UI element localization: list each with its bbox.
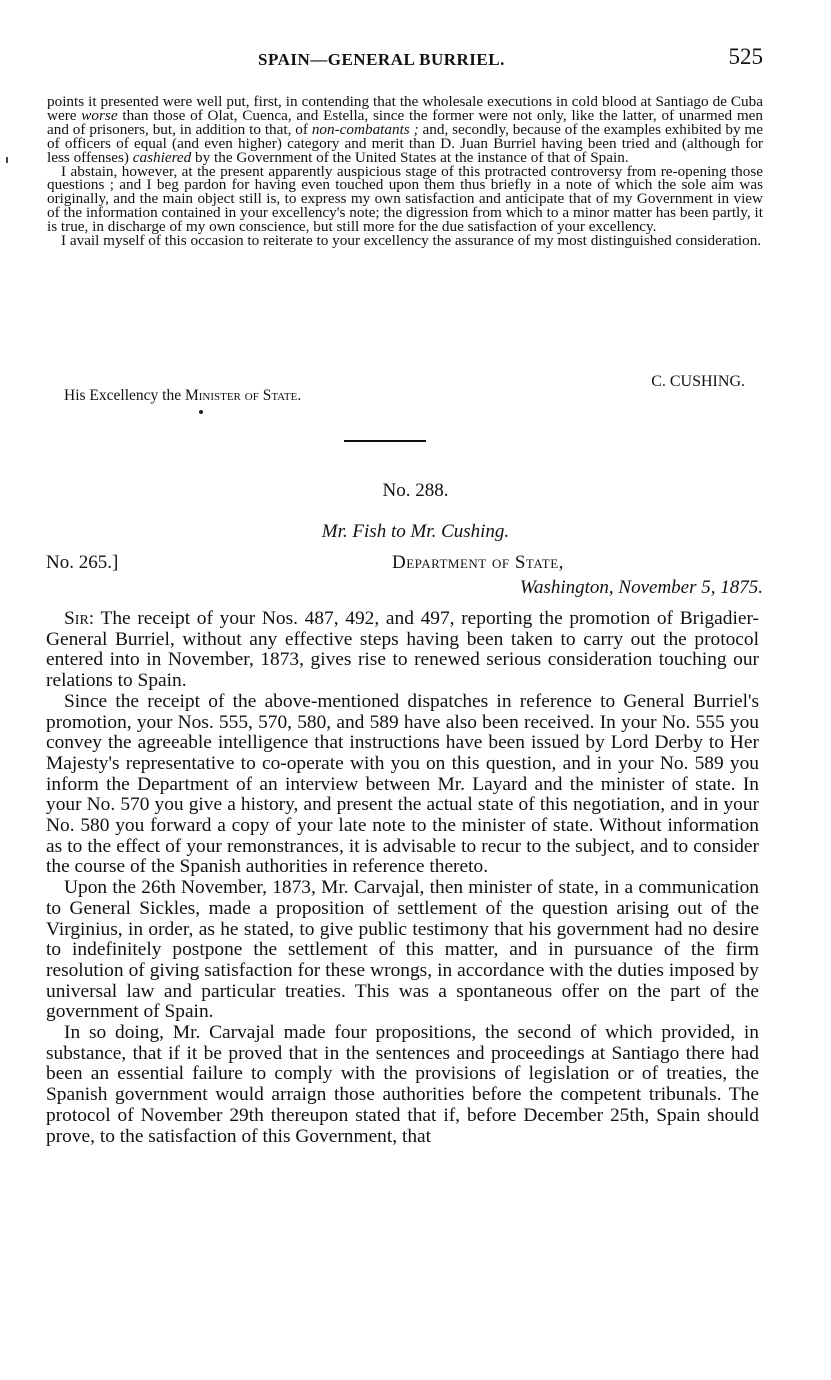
document-number: No. 288. [382, 480, 449, 501]
reference-number: No. 265.] [46, 552, 119, 573]
addressee-prefix: His Excellency the [64, 387, 185, 404]
paragraph-text: points it presented were well put, first, in contending that the wholesale executions in cold blood at Santiago de Cuba were [47, 93, 763, 124]
emphasis-text: worse [81, 106, 118, 124]
prior-letter-paragraph-1 [47, 95, 763, 165]
letter-body [46, 609, 759, 1147]
emphasis-text: cashiered [132, 148, 192, 166]
emphasis-text: non-combatants ; [311, 120, 419, 138]
addressee-title: Minister of State. [184, 387, 302, 404]
running-title: SPAIN—GENERAL BURRIEL. [258, 50, 505, 69]
paragraph-text: I avail myself of this occasion to reiterate to your excellency the assurance of my most distinguished consideration. [61, 232, 762, 250]
letter-paragraph-1-text: The receipt of your Nos. 487, 492, and 497, reporting the promotion of Brigadier-General Burriel, without any effective steps having been taken to carry out the protocol entered into in November, 1873, gives rise to renewed serious consideration touching our relations to Spain. [46, 608, 759, 692]
paragraph-text: than those of Olat, Cuenca, and Estella, since the former were not only, like the latter, of unarmed men and of prisoners, but, in addition to that, of [47, 106, 763, 138]
page-number: 525 [728, 44, 763, 69]
letter-paragraph-2: Since the receipt of the above-mentioned dispatches in reference to General Burriel's promotion, your Nos. 555, 570, 580, and 589 have also been received. In your No. 555 you convey the agreeable intelligence that instructions have been issued by Lord Derby to Her Majesty's representative to co-operate with you on this question, and in your No. 589 you inform the Department of an interview between Mr. Layard and the minister of state. In your No. 570 you give a history, and present the actual state of this negotiation, and in your No. 580 you forward a copy of your late note to the minister of state. Without information as to the effect of your remonstrances, it is advisable to recur to the subject, and to consider the course of the Spanish authorities in reference thereto. [46, 690, 759, 878]
paragraph-text: by the Government of the United States at the instance of that of Spain. [191, 148, 629, 166]
prior-letter-paragraph-3 [47, 234, 763, 248]
place-date-line: Washington, November 5, 1875. [519, 577, 763, 598]
salutation: Sir: [64, 608, 95, 629]
signature: C. CUSHING. [651, 373, 745, 390]
margin-mark [6, 157, 8, 163]
stray-dot [199, 410, 203, 414]
department-line: Department of State, [392, 552, 564, 573]
letter-paragraph-4: In so doing, Mr. Carvajal made four propositions, the second of which provided, in substance, that if it be proved that in the sentences and proceedings at Santiago there had been an essential failure to comply with the provisions of legislation or of treaties, the Spanish government would arraign those authorities before the competent tribunals. The protocol of November 29th thereupon stated that if, before December 25th, Spain should prove, to the satisfaction of this Government, that [46, 1022, 759, 1147]
letter-paragraph-1 [46, 609, 759, 692]
document-heading: Mr. Fish to Mr. Cushing. [321, 521, 510, 542]
paragraph-text: and, secondly, because of the examples exhibited by me of officers of equal (and even higher) category and merit than D. Juan Burriel having been tried and (although for less offenses) [47, 120, 763, 166]
section-divider [344, 440, 426, 442]
paragraph-text: I abstain, however, at the present apparently auspicious stage of this protracted controversy from re-opening those questions ; and I beg pardon for having even touched upon them thus briefly in a note of which the sole aim was originally, and the main object still is, to express my own satisfaction and anticipate that of my Government in view of the information contained in your excellency's note; the digression from which to a minor matter has been partly, it is true, in discharge of my own conscience, but still more for the due satisfaction of your excellency. [47, 162, 763, 236]
prior-letter-paragraph-2 [47, 162, 763, 236]
addressee-line [64, 387, 301, 405]
letter-paragraph-3: Upon the 26th November, 1873, Mr. Carvajal, then minister of state, in a communication to General Sickles, made a proposition of settlement of the question arising out of the Virginius, in order, as he stated, to give public testimony that his government had no desire to indefinitely postpone the settlement of this matter, and in pursuance of the firm resolution of giving satisfaction for these wrongs, in accordance with the duties imposed by universal law and particular treaties. This was a spontaneous offer on the part of the government of Spain. [46, 877, 759, 1023]
prior-letter-body [47, 95, 763, 248]
page-header [0, 42, 831, 72]
